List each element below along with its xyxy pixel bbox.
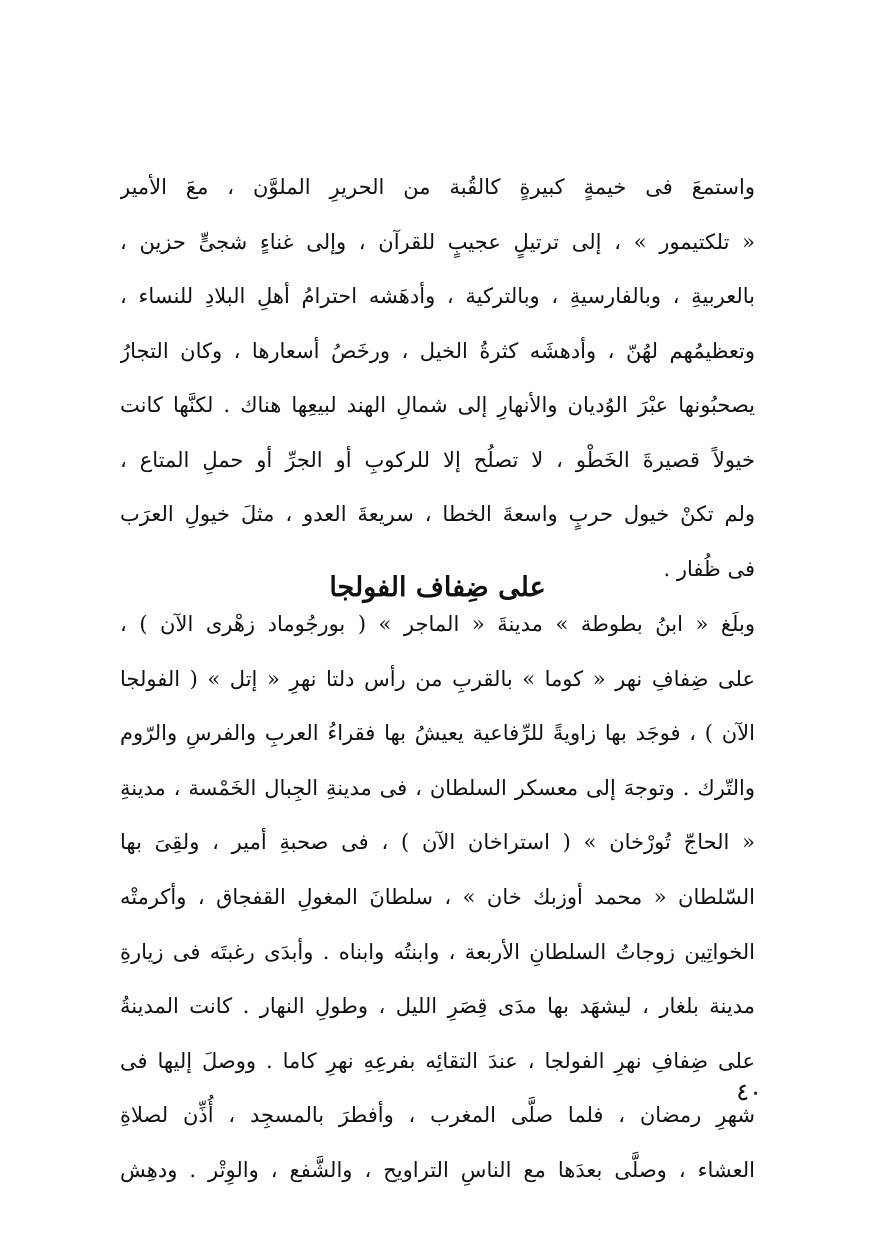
page-number: ٤٠ xyxy=(736,1078,762,1106)
text-line: الخواتِين زوجاتُ السلطانِ الأربعة ، وابنتُه وابناه . وأبدَى رغبتَه فى زيارةِ xyxy=(120,939,755,964)
text-line: الآن ) ، فوجَد بها زاويةً للرِّفاعية يعيشُ بها فقراءُ العربِ والفرسِ والرّوم xyxy=(120,721,755,746)
text-line: شهرِ رمضان ، فلما صلَّى المغرب ، وأفطرَ بالمسجِد ، أُذِّن لصلاةِ xyxy=(120,1103,755,1128)
text-line: « تلكتيمور » ، إلى ترتيلٍ عجيبٍ للقرآن ، وإلى غناءٍ شجىٍّ حزين ، xyxy=(120,229,755,254)
text-line: ولم تكنْ خيول حربٍ واسعةَ الخطا ، سريعةَ العدو ، مثلَ خيولِ العرَب xyxy=(120,502,755,526)
text-line: وبلَغ « ابنُ بطوطة » مدينةَ « الماجر » ( بورجُوماد زهْرى الآن ) ، xyxy=(120,612,755,636)
text-line: خيولاً قصيرةَ الخَطْو ، لا تصلُح إلا للركوبِ أو الجرِّ أو حملِ المتاع ، xyxy=(120,447,755,472)
text-line: العشاء ، وصلَّى بعدَها مع الناسِ التراويح ، والشَّفع ، والوِتْر . ودهِش xyxy=(120,1157,755,1182)
text-line: على ضِفافِ نهرِ الفولجا ، عندَ التقائِه بفرعِهِ نهرِ كاما . ووصلَ إليها فى xyxy=(120,1048,755,1073)
text-line: يصحبُونها عبْرَ الوُديان والأنهارِ إلى شمالِ الهند لبيعِها هناك . لكنَّها كانت xyxy=(120,393,755,417)
section-heading: على ضِفاف الفولجا xyxy=(329,572,546,604)
text-line: بالعربيةِ ، وبالفارسيةِ ، وبالتركية ، وأدهَشه احترامُ أهلِ البلادِ للنساء ، xyxy=(120,284,755,308)
text-line: مدينة بلغار ، ليشهَد بها مدَى قِصَرِ الليل ، وطولِ النهار . كانت المدينةُ xyxy=(120,994,755,1019)
text-line: السّلطان « محمد أوزبك خان » ، سلطانَ المغولِ القفجاق ، وأكرمتْه xyxy=(120,884,755,909)
text-line: والتّرك . وتوجهَ إلى معسكر السلطان ، فى مدينةِ الجِبال الخَمْسة ، مدينةِ xyxy=(120,775,755,800)
text-line: « الحاجّ تُورْخان » ( استراخان الآن ) ، فى صحبةِ أمير ، ولقِىَ بها xyxy=(120,830,755,855)
text-line: على ضِفافِ نهر « كوما » بالقربِ من رأس دلتا نهرِ « إتل » ( الفولجا xyxy=(120,666,755,691)
paragraph-travel-horses xyxy=(120,160,755,596)
paragraph-volga-banks xyxy=(120,597,755,1198)
text-line: واستمعَ فى خيمةٍ كبيرةٍ كالقُبة من الحريرِ الملوَّن ، معَ الأمير xyxy=(120,175,755,199)
text-line: وتعظيمُهم لهُنّ ، وأدهشَه كثرةُ الخيل ، ورخَصُ أسعارها ، وكان التجارُ xyxy=(120,338,755,363)
text-line: فى ظُفار . xyxy=(663,556,755,581)
